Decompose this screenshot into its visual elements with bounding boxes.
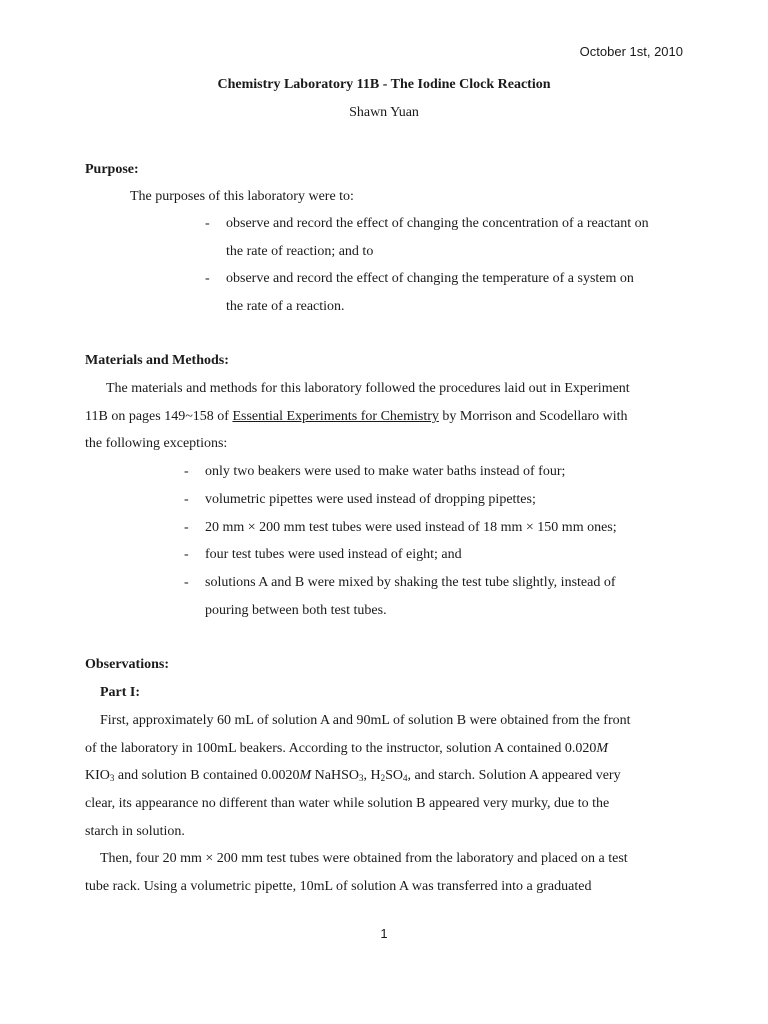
methods-bullet-dash: - [184,547,189,562]
molar-symbol: M [299,768,312,783]
obs-p1-line-3 [85,768,621,784]
subscript: 3 [359,773,364,783]
methods-bullet-2: volumetric pipettes were used instead of dropping pipettes; [205,492,536,507]
obs-p1-line-4: clear, its appearance no different than water while solution B appeared very murky, due to the [85,796,610,811]
obs-text: NaHSO [311,768,359,783]
methods-bullet-5-line-2: pouring between both test tubes. [205,603,387,618]
page-number: 1 [380,926,388,941]
methods-text: by Morrison and Scodellaro with [438,409,628,424]
obs-p2-line-1: Then, four 20 mm × 200 mm test tubes were obtained from the laboratory and placed on a test [100,851,628,866]
obs-p1-line-5: starch in solution. [85,824,185,839]
purpose-bullet-dash: - [205,216,210,231]
document-date: October 1st, 2010 [579,44,683,59]
methods-bullet-dash: - [184,575,189,590]
methods-bullet-3: 20 mm × 200 mm test tubes were used instead of 18 mm × 150 mm ones; [205,520,617,535]
obs-text: , and starch. Solution A appeared very [407,768,621,783]
obs-text: SO [385,768,404,783]
methods-text: 11B on pages 149~158 of [85,409,233,424]
methods-bullet-1: only two beakers were used to make water baths instead of four; [205,464,566,479]
methods-heading: Materials and Methods: [85,353,229,368]
methods-bullet-5-line-1: solutions A and B were mixed by shaking the test tube slightly, instead of [205,575,616,590]
obs-text: KIO [85,768,110,783]
purpose-bullet-1-line-1: observe and record the effect of changing the concentration of a reactant on [226,216,649,231]
molar-symbol: M [596,741,609,756]
methods-bullet-4: four test tubes were used instead of eight; and [205,547,462,562]
observations-heading: Observations: [85,657,169,672]
methods-line-1: The materials and methods for this laboratory followed the procedures laid out in Experiment [106,381,630,396]
subscript: 4 [403,773,408,783]
methods-bullet-dash: - [184,492,189,507]
obs-p2-line-2: tube rack. Using a volumetric pipette, 10mL of solution A was transferred into a graduated [85,879,592,894]
subscript: 2 [380,773,386,783]
purpose-bullet-1-line-2: the rate of reaction; and to [226,244,374,259]
purpose-bullet-2-line-1: observe and record the effect of changing the temperature of a system on [226,271,634,286]
obs-p1-line-1: First, approximately 60 mL of solution A and 90mL of solution B were obtained from the front [100,713,631,728]
purpose-heading: Purpose: [85,162,139,177]
methods-bullet-dash: - [184,464,189,479]
obs-text: and solution B contained 0.0020 [114,768,300,783]
subscript: 3 [109,773,115,783]
purpose-intro: The purposes of this laboratory were to: [130,189,354,204]
obs-text: , H [363,768,381,783]
obs-p1-line-2 [85,741,608,757]
purpose-bullet-2-line-2: the rate of a reaction. [226,299,345,314]
methods-line-3: the following exceptions: [85,436,228,451]
purpose-bullet-dash: - [205,271,210,286]
methods-line-2 [85,409,628,425]
methods-bullet-dash: - [184,520,189,535]
document-author: Shawn Yuan [349,105,419,120]
part-one-heading: Part I: [100,685,141,700]
book-title: Essential Experiments for Chemistry [232,409,439,424]
document-title: Chemistry Laboratory 11B - The Iodine Clock Reaction [217,77,551,92]
obs-text: of the laboratory in 100mL beakers. According to the instructor, solution A contained 0.020 [85,741,597,756]
